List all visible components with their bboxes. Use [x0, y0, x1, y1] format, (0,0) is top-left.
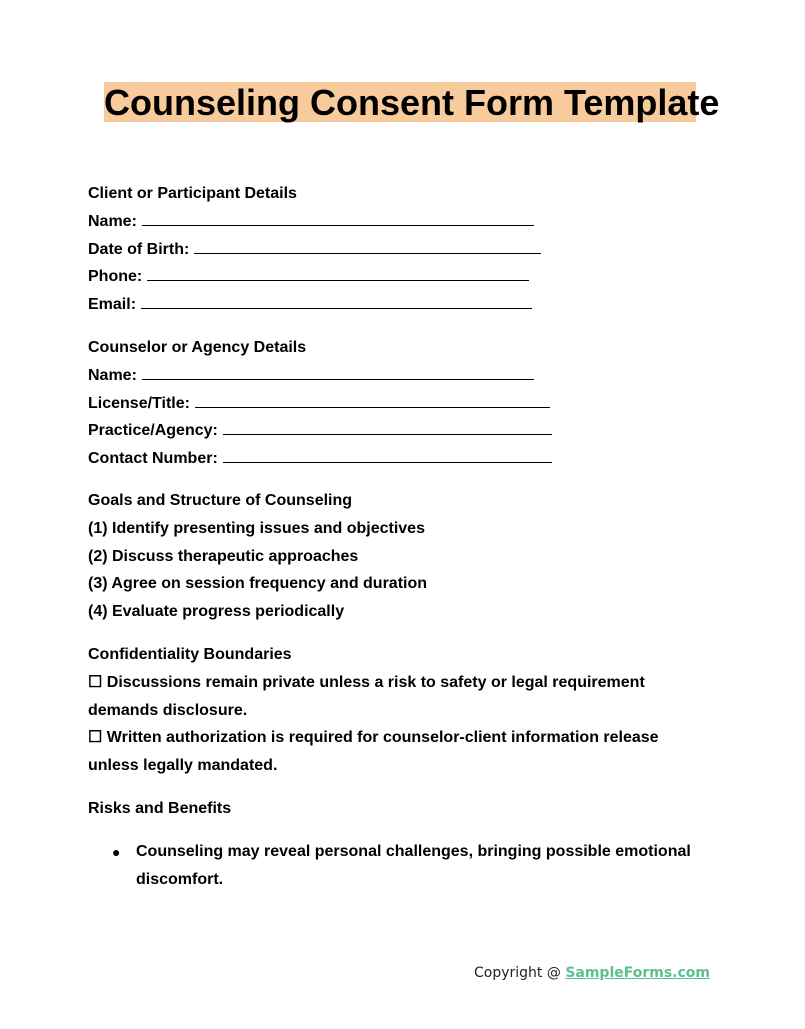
field-label: Contact Number:: [88, 450, 218, 467]
client-name-field: [88, 208, 534, 236]
field-label: Date of Birth:: [88, 241, 190, 258]
confidentiality-item-1-cont: demands disclosure.: [88, 702, 248, 719]
field-label: Name:: [88, 367, 137, 384]
client-phone-field: [88, 263, 529, 291]
confidentiality-item-2-cont: unless legally mandated.: [88, 757, 278, 774]
field-label: Practice/Agency:: [88, 422, 218, 439]
bullet-icon: ●: [112, 844, 121, 860]
client-heading: Client or Participant Details: [88, 185, 297, 202]
confidentiality-item-2[interactable]: ☐ Written authorization is required for counselor-client information release: [88, 729, 659, 746]
contact-blank[interactable]: [223, 448, 552, 463]
goal-item: (1) Identify presenting issues and objectives: [88, 520, 425, 537]
goal-item: (4) Evaluate progress periodically: [88, 603, 345, 620]
copyright-footer: [474, 960, 710, 986]
license-blank[interactable]: [195, 393, 550, 408]
email-blank[interactable]: [141, 294, 532, 309]
goals-heading: Goals and Structure of Counseling: [88, 492, 353, 509]
client-dob-field: [88, 236, 541, 264]
name-blank[interactable]: [142, 211, 534, 226]
field-label: License/Title:: [88, 395, 190, 412]
confidentiality-item-1[interactable]: ☐ Discussions remain private unless a risk to safety or legal requirement: [88, 674, 645, 691]
counselor-name-field: [88, 362, 534, 390]
counselor-practice-field: [88, 417, 552, 445]
sampleforms-link[interactable]: SampleForms.com: [565, 965, 711, 981]
practice-blank[interactable]: [223, 420, 552, 435]
counselor-contact-field: [88, 445, 552, 473]
phone-blank[interactable]: [147, 266, 529, 281]
name-blank[interactable]: [142, 365, 534, 380]
copyright-text: Copyright @: [474, 965, 566, 981]
confidentiality-heading: Confidentiality Boundaries: [88, 646, 292, 663]
goal-item: (2) Discuss therapeutic approaches: [88, 548, 359, 565]
goal-item: (3) Agree on session frequency and duration: [88, 575, 428, 592]
counselor-license-field: [88, 390, 550, 418]
risk-item: Counseling may reveal personal challenges, bringing possible emotional: [136, 843, 691, 860]
field-label: Name:: [88, 213, 137, 230]
risk-item-cont: discomfort.: [136, 871, 224, 888]
page-title: Counseling Consent Form Template: [104, 82, 720, 123]
dob-blank[interactable]: [194, 239, 541, 254]
field-label: Phone:: [88, 268, 143, 285]
field-label: Email:: [88, 296, 137, 313]
risks-heading: Risks and Benefits: [88, 800, 232, 817]
counselor-heading: Counselor or Agency Details: [88, 339, 307, 356]
client-email-field: [88, 291, 532, 319]
